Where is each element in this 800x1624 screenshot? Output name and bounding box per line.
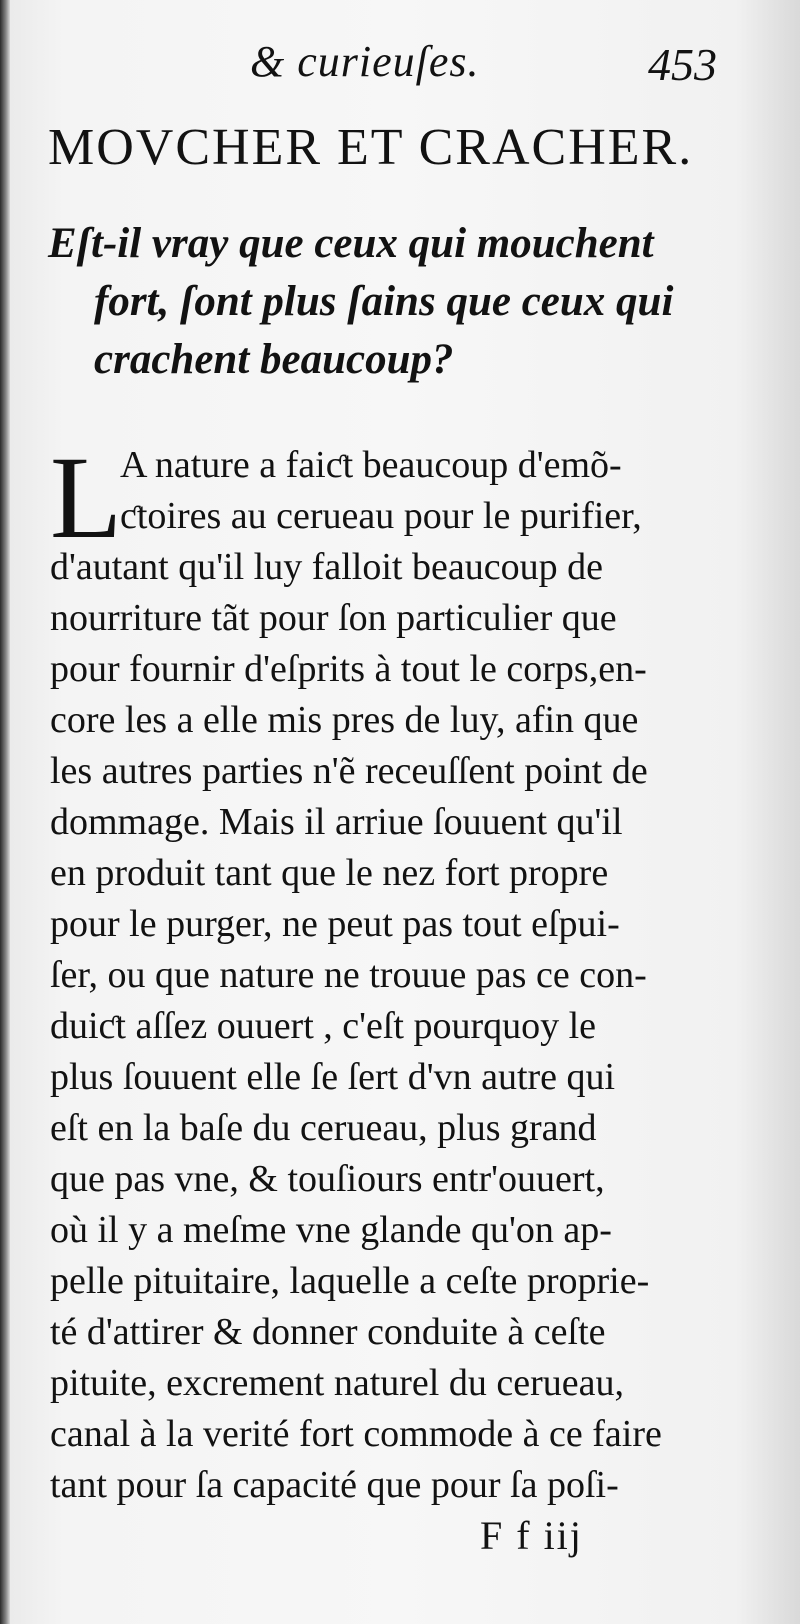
body-line: pour le purger, ne peut pas tout eſpui-	[50, 903, 620, 945]
body-line: té d'attirer & donner conduite à ceſte	[50, 1311, 606, 1353]
body-line: eſt en la baſe du cerueau, plus grand	[50, 1107, 597, 1149]
page-number: 453	[648, 39, 717, 90]
running-head: & curieuſes.	[250, 37, 480, 86]
body-line: core les a elle mis pres de luy, afin que	[50, 699, 639, 741]
page-gutter-shadow	[0, 0, 10, 1624]
question-line: crachent beaucoup?	[94, 336, 454, 383]
body-line: nourriture tãt pour ſon particulier que	[50, 597, 617, 639]
section-title: MOVCHER ET CRACHER.	[48, 119, 694, 176]
drop-cap-initial: L	[50, 432, 123, 563]
body-line: où il y a meſme vne glande qu'on ap-	[50, 1209, 612, 1251]
body-line: duiƈt aſſez ouuert , c'eſt pourquoy le	[50, 1005, 597, 1047]
body-line: pour fournir d'eſprits à tout le corps,en-	[50, 648, 647, 690]
body-line: canal à la verité fort commode à ce faire	[50, 1413, 662, 1455]
body-line: ſer, ou que nature ne trouue pas ce con-	[50, 954, 647, 996]
body-line: plus ſouuent elle ſe ſert d'vn autre qui	[50, 1056, 616, 1098]
question-line: fort, ſont plus ſains que ceux qui	[94, 278, 674, 325]
body-line: ƈtoires au cerueau pour le purifier,	[120, 495, 642, 537]
signature-mark: F f iij	[480, 1513, 583, 1558]
body-line: pelle pituitaire, laquelle a ceſte proprie-	[50, 1260, 650, 1302]
body-line: que pas vne, & touſiours entr'ouuert,	[50, 1158, 605, 1200]
body-line: en produit tant que le nez fort propre	[50, 852, 609, 894]
body-line: pituite, excrement naturel du cerueau,	[50, 1362, 624, 1404]
body-line: tant pour ſa capacité que pour ſa poſi-	[50, 1464, 619, 1506]
question-line: Eſt-il vray que ceux qui mouchent	[48, 220, 654, 267]
body-text	[50, 432, 740, 1511]
body-line: les autres parties n'ẽ receuſſent point de	[50, 750, 648, 792]
body-line: A nature a faiƈt beaucoup d'emõ-	[120, 444, 622, 486]
body-line: d'autant qu'il luy falloit beaucoup de	[50, 546, 603, 588]
body-line: dommage. Mais il arriue ſouuent qu'il	[50, 801, 623, 843]
question-heading	[48, 215, 738, 389]
